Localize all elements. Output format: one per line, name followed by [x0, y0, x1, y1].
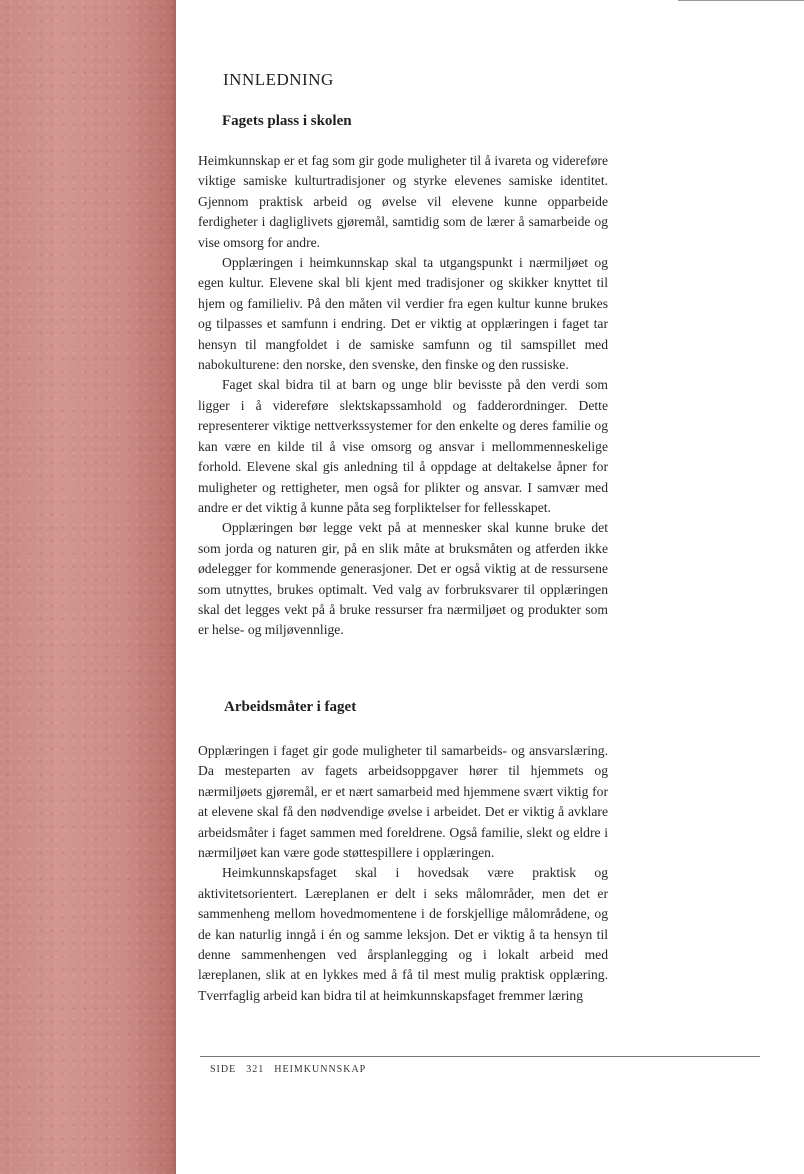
top-rule: [678, 0, 804, 1]
intro-paragraph: Opplæringen i heimkunnskap skal ta utgangspunkt i nærmiljøet og egen kultur. Elevene skal bli kjent med tradisjoner og skikker knyttet til hjem og familieliv. På den måten vil verdier fra egen kultur kunne brukes og tilpasses et samfunn i endring. Det er viktig at opplæringen i faget tar hensyn til mangfoldet i de samiske samfunn og til samspillet med nabokulturene: den norske, den svenske, den finske og den russiske.: [198, 255, 608, 373]
intro-paragraph: Faget skal bidra til at barn og unge blir bevisste på den verdi som ligger i å videreføre slektskapssamhold og fadderordninger. Dette representerer viktige nettverkssystemer for den enkelte og deres familie og kan være en kilde til å vise omsorg og ansvar i mellommenneskelige forhold. Elevene skal gis anledning til å oppdage at deltakelse åpner for muligheter og rettigheter, men også for plikter og ansvar. I samvær med andre er det viktig å kunne påta seg forpliktelser for fellesskapet.: [198, 377, 608, 515]
intro-paragraph: Heimkunnskap er et fag som gir gode muligheter til å ivareta og videreføre viktige samiske kulturtradisjoner og styrke elevenes samiske identitet. Gjennom praktisk arbeid og øvelse vil elevene kunne opparbeide ferdigheter i dagliglivets gjøremål, samtidig som de lærer å samarbeide og vise omsorg for andre.: [198, 153, 608, 250]
intro-text-block: [198, 151, 608, 641]
methods-paragraph: Heimkunnskapsfaget skal i hovedsak være praktisk og aktivitetsorientert. Læreplanen er delt i seks målområder, men det er sammenheng mellom hovedmomentene i de forskjellige målområdene, og de kan naturlig inngå i én og samme leksjon. Det er viktig å ta hensyn til denne sammenhengen ved årsplanlegging og i lokalt arbeid med læreplanen, slik at en lykkes med å få til mest mulig praktisk opplæring. Tverrfaglig arbeid kan bidra til at heimkunnskapsfaget fremmer læring: [198, 865, 608, 1003]
footer-side-label: SIDE: [210, 1064, 237, 1075]
decorative-side-band: [0, 0, 176, 1174]
subheading-arbeidsmater: Arbeidsmåter i faget: [224, 699, 357, 715]
subheading-fagets-plass: Fagets plass i skolen: [222, 113, 352, 129]
section-title: INNLEDNING: [223, 70, 334, 89]
page-footer: [210, 1064, 366, 1075]
methods-text-block: [198, 741, 608, 1006]
footer-rule: [200, 1056, 760, 1057]
footer-page-number: 321: [246, 1064, 265, 1075]
footer-subject: HEIMKUNNSKAP: [274, 1064, 367, 1075]
methods-paragraph: Opplæringen i faget gir gode muligheter til samarbeids- og ansvarslæring. Da mesteparten av fagets arbeidsoppgaver hører til hjemmets og nærmiljøets gjøremål, er et nært samarbeid med hjemmene svært viktig for at elevene skal få den nødvendige øvelse i arbeidet. Det er viktig å avklare arbeidsmåter i faget sammen med foreldrene. Også familie, slekt og eldre i nærmiljøet kan være gode støttespillere i opplæringen.: [198, 743, 608, 861]
intro-paragraph: Opplæringen bør legge vekt på at mennesker skal kunne bruke det som jorda og naturen gir, på en slik måte at bruksmåten og atferden ikke ødelegger for kommende generasjoner. Det er også viktig at de ressursene som utnyttes, brukes optimalt. Ved valg av forbruksvarer til opplæringen skal det legges vekt på å bruke ressurser fra nærmiljøet og produkter som er helse- og miljøvennlige.: [198, 520, 608, 638]
